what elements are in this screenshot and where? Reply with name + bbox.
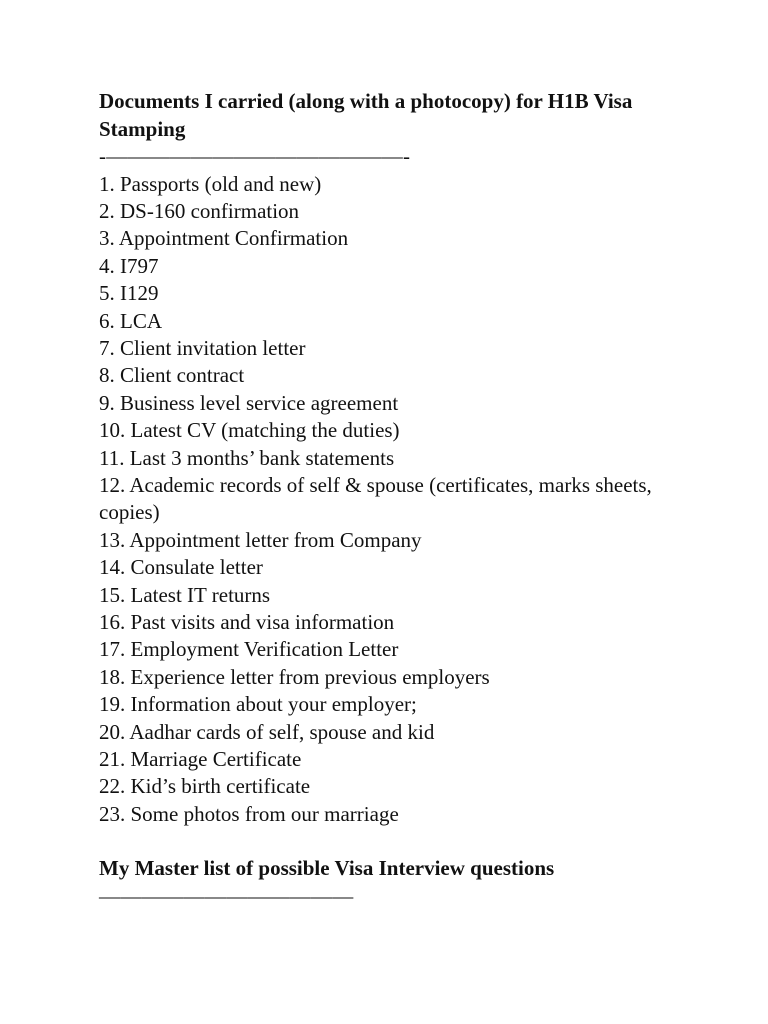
documents-divider: -——————————————-: [99, 144, 411, 168]
list-item: 18. Experience letter from previous employers: [99, 664, 490, 689]
list-item: 4. I797: [99, 253, 159, 278]
document-page: [99, 88, 659, 910]
list-item: 23. Some photos from our marriage: [99, 801, 399, 826]
list-item: 20. Aadhar cards of self, spouse and kid: [99, 719, 435, 744]
list-item: 10. Latest CV (matching the duties): [99, 418, 400, 443]
documents-list: [99, 171, 659, 829]
list-item: 22. Kid’s birth certificate: [99, 774, 311, 799]
list-item: 19. Information about your employer;: [99, 692, 417, 717]
list-item: 2. DS-160 confirmation: [99, 198, 300, 223]
list-item: 7. Client invitation letter: [99, 335, 306, 360]
list-item: 13. Appointment letter from Company: [99, 527, 422, 552]
list-item: 3. Appointment Confirmation: [99, 226, 349, 251]
list-item: 16. Past visits and visa information: [99, 610, 395, 634]
list-item: 17. Employment Verification Letter: [99, 637, 399, 662]
list-item: 15. Latest IT returns: [99, 582, 271, 607]
list-item: 6. LCA: [99, 308, 162, 333]
list-item: 12. Academic records of self & spouse (certificates, marks sheets, copies): [99, 472, 652, 525]
list-item: 5. I129: [99, 281, 159, 306]
questions-heading: My Master list of possible Visa Interview questions: [99, 856, 555, 881]
documents-heading: Documents I carried (along with a photocopy) for H1B Visa Stamping: [99, 89, 633, 141]
questions-divider: ————————————: [99, 883, 354, 908]
list-item: 1. Passports (old and new): [99, 171, 322, 196]
list-item: 9. Business level service agreement: [99, 390, 399, 415]
list-item: 21. Marriage Certificate: [99, 747, 302, 772]
list-item: 8. Client contract: [99, 363, 245, 388]
list-item: 14. Consulate letter: [99, 555, 263, 580]
section-spacer: [99, 828, 659, 855]
list-item: 11. Last 3 months’ bank statements: [99, 445, 395, 470]
